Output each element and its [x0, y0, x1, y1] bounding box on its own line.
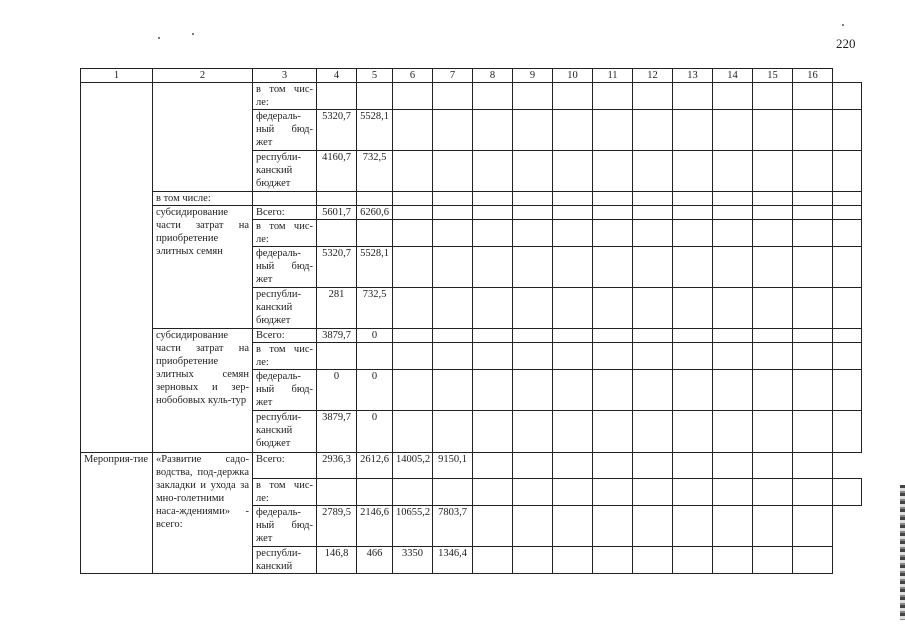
- table-row: [81, 453, 862, 479]
- value-cell: 7803,7: [433, 506, 473, 547]
- value-cell: 0: [357, 370, 393, 411]
- header-cell: 14: [713, 69, 753, 83]
- table-row: [81, 83, 862, 110]
- budget-table: [80, 68, 862, 574]
- scan-speck: [158, 37, 160, 39]
- value-cell: 281: [317, 288, 357, 329]
- value-cell: 5601,7: [317, 206, 357, 220]
- source-cell: республи-канский бюджет: [253, 288, 317, 329]
- header-cell: 3: [253, 69, 317, 83]
- source-cell: федераль-ный бюд-жет: [253, 370, 317, 411]
- value-cell: 3879,7: [317, 411, 357, 453]
- measure-cell: Мероприя-тие: [81, 453, 153, 574]
- header-cell: 16: [793, 69, 833, 83]
- value-cell: 2936,3: [317, 453, 357, 479]
- value-cell: 10655,2: [393, 506, 433, 547]
- scan-speck: [842, 24, 844, 26]
- value-cell: 3879,7: [317, 329, 357, 343]
- scan-edge-artifact: [900, 485, 905, 620]
- header-cell: 4: [317, 69, 357, 83]
- header-cell: 6: [393, 69, 433, 83]
- value-cell: 466: [357, 547, 393, 574]
- value-cell: 14005,2: [393, 453, 433, 479]
- table-row: [81, 192, 862, 206]
- source-cell: республи-канский бюджет: [253, 411, 317, 453]
- source-cell: в том чис-ле:: [253, 479, 317, 506]
- header-cell: 8: [473, 69, 513, 83]
- header-cell: 5: [357, 69, 393, 83]
- value-cell: 5528,1: [357, 110, 393, 151]
- header-cell: 12: [633, 69, 673, 83]
- page-number: 220: [836, 36, 856, 51]
- value-cell: 3350: [393, 547, 433, 574]
- value-cell: 2789,5: [317, 506, 357, 547]
- value-cell: 4160,7: [317, 151, 357, 192]
- value-cell: 6260,6: [357, 206, 393, 220]
- header-cell: 13: [673, 69, 713, 83]
- value-cell: 0: [317, 370, 357, 411]
- name-cell: в том числе:: [153, 192, 253, 206]
- source-cell: Всего:: [253, 206, 317, 220]
- header-cell: 7: [433, 69, 473, 83]
- value-cell: 5320,7: [317, 247, 357, 288]
- header-cell: 15: [753, 69, 793, 83]
- header-cell: 10: [553, 69, 593, 83]
- header-cell: 9: [513, 69, 553, 83]
- source-cell: республи-канский: [253, 547, 317, 574]
- value-cell: 9150,1: [433, 453, 473, 479]
- source-cell: Всего:: [253, 453, 317, 479]
- source-cell: республи-канский бюджет: [253, 151, 317, 192]
- value-cell: 1346,4: [433, 547, 473, 574]
- scan-speck: [192, 33, 194, 35]
- source-cell: в том чис-ле:: [253, 343, 317, 370]
- source-cell: в том чис-ле:: [253, 83, 317, 110]
- value-cell: 146,8: [317, 547, 357, 574]
- value-cell: 5320,7: [317, 110, 357, 151]
- value-cell: 5528,1: [357, 247, 393, 288]
- header-cell: 1: [81, 69, 153, 83]
- source-cell: в том чис-ле:: [253, 220, 317, 247]
- name-cell: «Развитие садо-водства, под-держка закладки и ухода за мно-голетними наса-ждениями» - всего:: [153, 453, 253, 574]
- value-cell: 2146,6: [357, 506, 393, 547]
- source-cell: Всего:: [253, 329, 317, 343]
- name-cell: [153, 83, 253, 192]
- header-cell: 2: [153, 69, 253, 83]
- table-row: [81, 206, 862, 220]
- source-cell: федераль-ный бюд-жет: [253, 110, 317, 151]
- value-cell: 0: [357, 329, 393, 343]
- name-cell: субсидирование части затрат на приобретение элитных семян зерновых и зер-нобобовых куль-тур: [153, 329, 253, 453]
- source-cell: федераль-ный бюд-жет: [253, 247, 317, 288]
- table-row: [81, 329, 862, 343]
- value-cell: 0: [357, 411, 393, 453]
- header-row: [81, 69, 862, 83]
- name-cell: субсидирование части затрат на приобретение элитных семян: [153, 206, 253, 329]
- measure-cell: [81, 83, 153, 453]
- value-cell: 2612,6: [357, 453, 393, 479]
- source-cell: федераль-ный бюд-жет: [253, 506, 317, 547]
- header-cell: 11: [593, 69, 633, 83]
- value-cell: 732,5: [357, 151, 393, 192]
- value-cell: 732,5: [357, 288, 393, 329]
